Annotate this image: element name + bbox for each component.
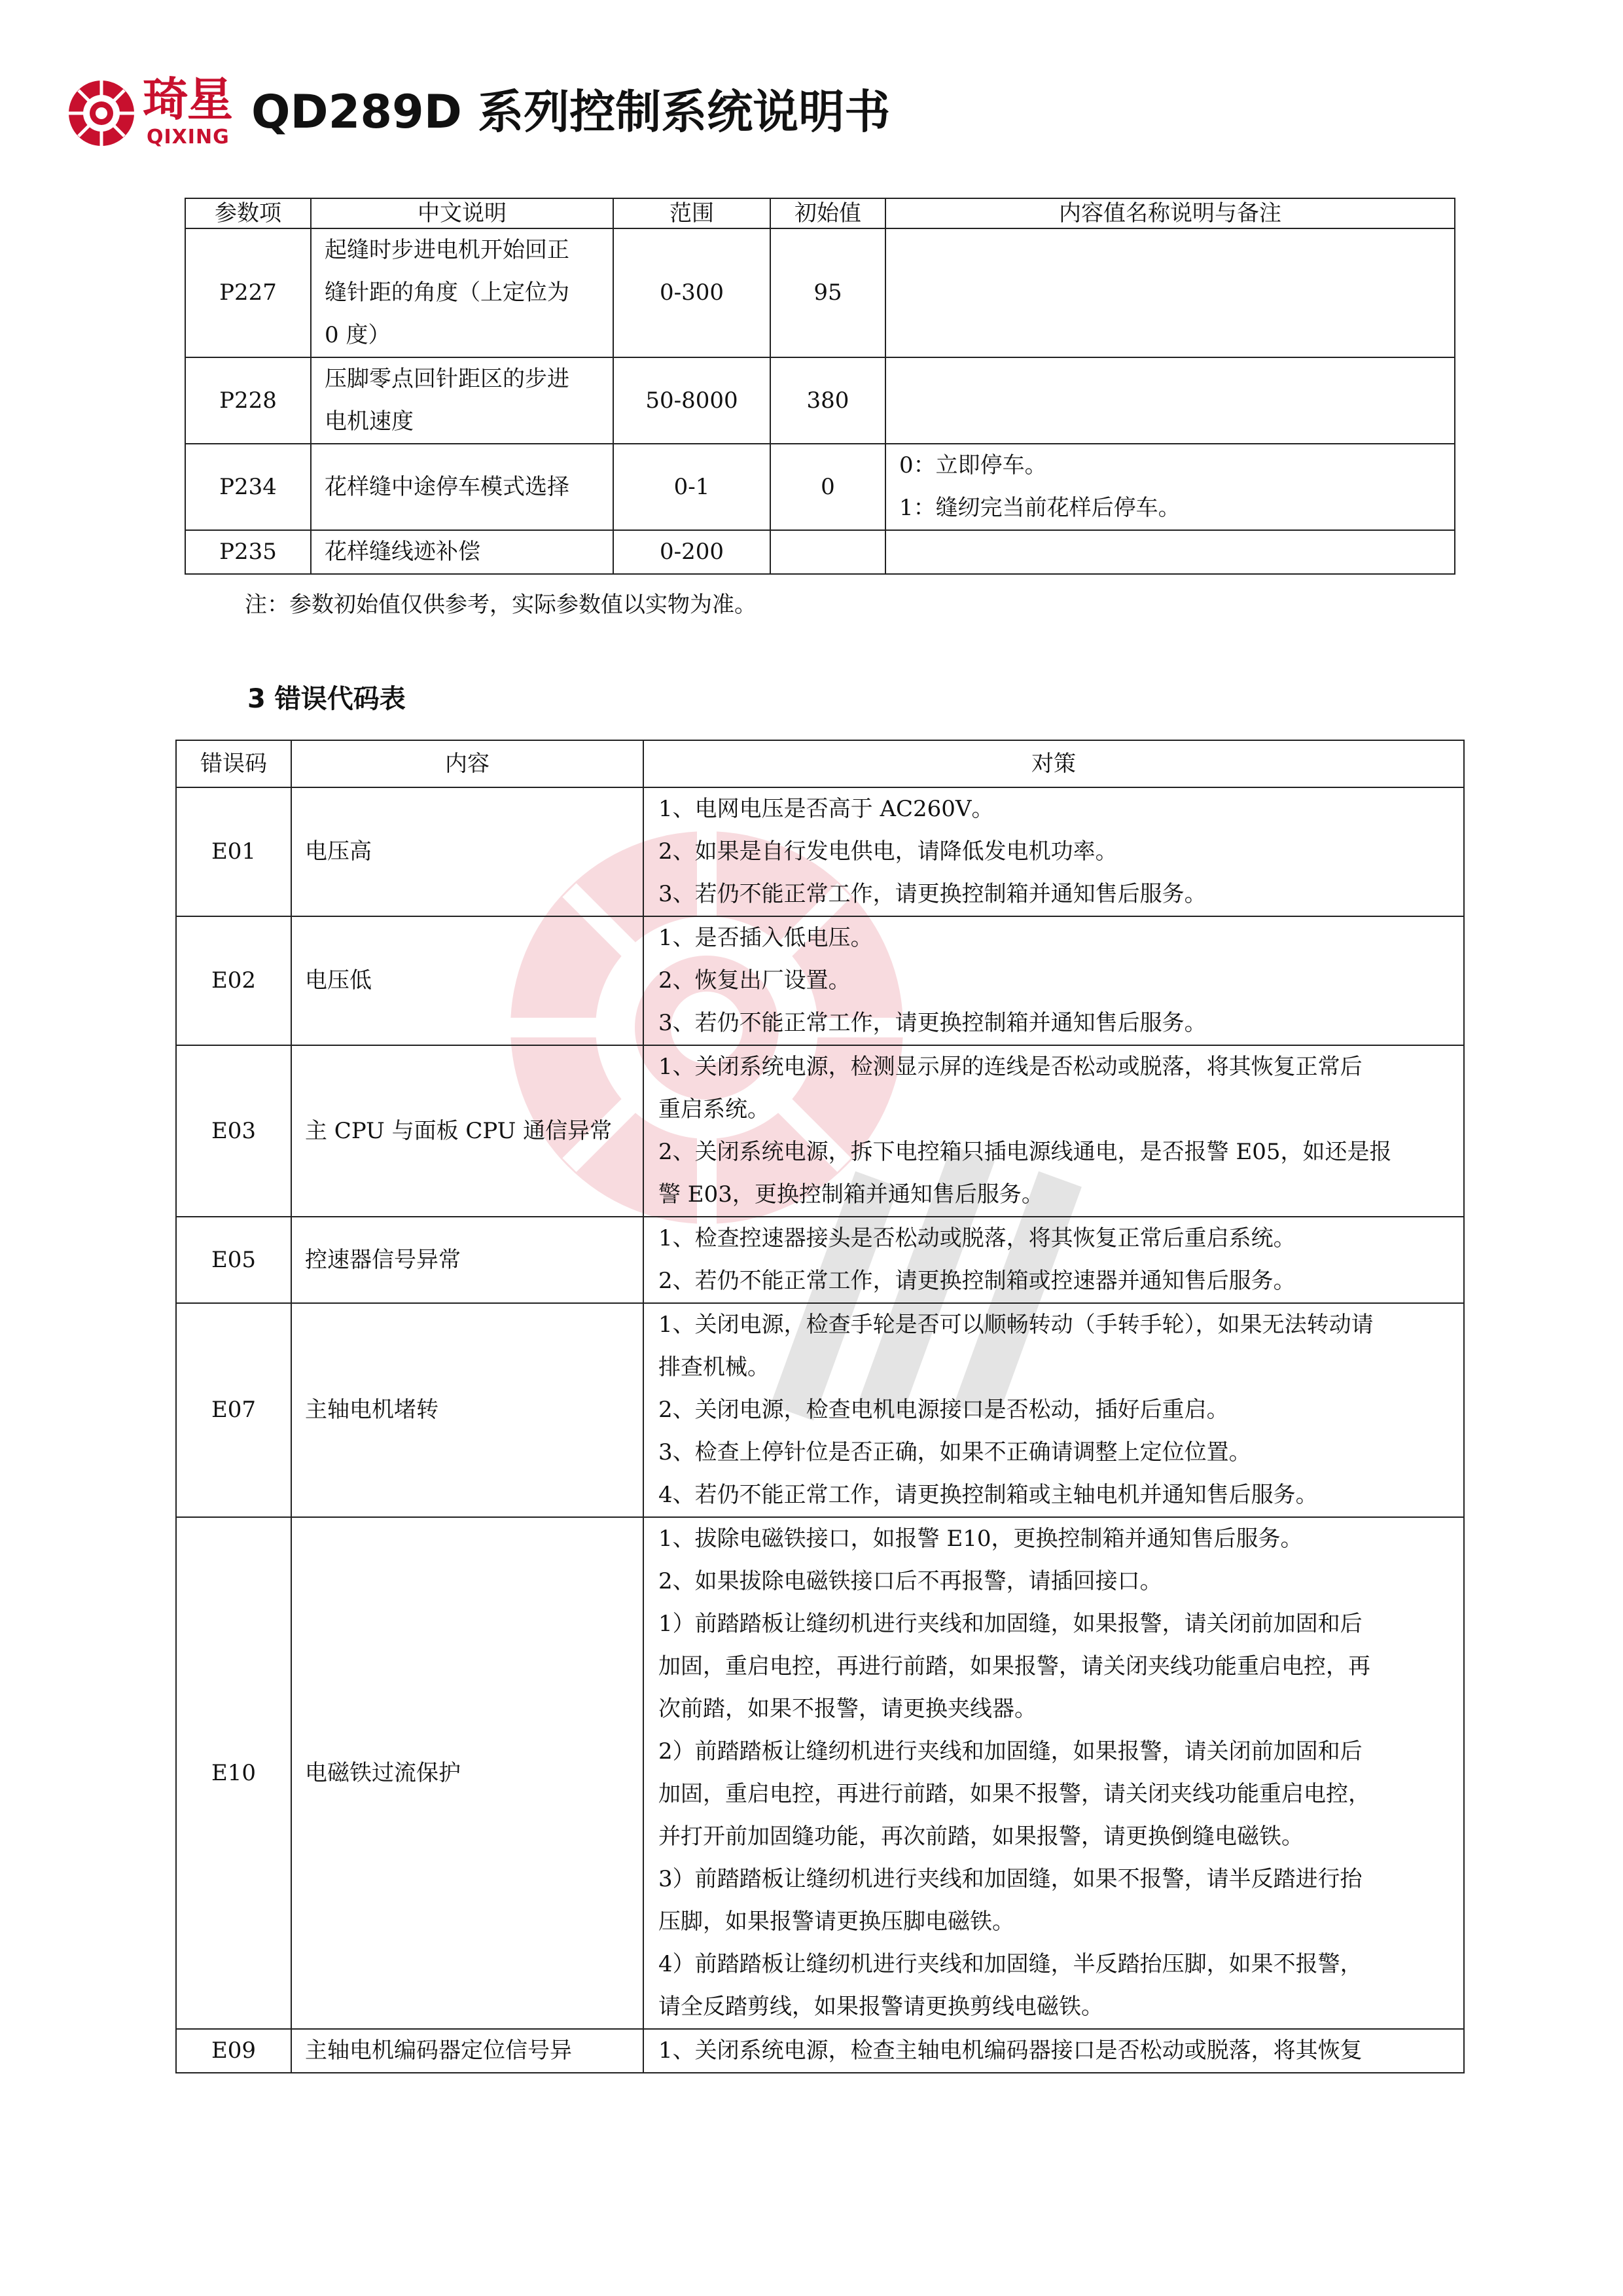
brand-name-en: QIXING [147,126,230,149]
error-code-cell: E07 [176,1303,291,1517]
error-actions-cell [643,916,1464,1045]
error-code-cell: E10 [176,1517,291,2029]
error-code-table [175,740,1465,2073]
document-title: QD289D 系列控制系统说明书 [251,85,891,139]
text-line: 2、如果拔除电磁铁接口后不再报警，请插回接口。 [658,1568,1162,1594]
text-line: 1、是否插入低电压。 [658,925,873,951]
param-note-cell [885,357,1455,444]
error-actions-cell [643,2029,1464,2073]
text-line: 花样缝线迹补偿 [325,539,480,565]
text-line: 压脚，如果报警请更换压脚电磁铁。 [658,1909,1014,1935]
error-content-cell: 电磁铁过流保护 [291,1517,643,2029]
param-note-cell [885,530,1455,574]
param-range-cell: 50-8000 [613,357,770,444]
text-line: 花样缝中途停车模式选择 [325,473,569,500]
text-line: 2、关闭系统电源，拆下电控箱只插电源线通电，是否报警 E05，如还是报 [658,1139,1392,1165]
text-line: 0：立即停车。 [899,452,1047,478]
header-content: 内容 [291,740,643,787]
text-line: 1、检查控速器接头是否松动或脱落，将其恢复正常后重启系统。 [658,1225,1296,1251]
header-init: 初始值 [770,198,885,228]
header-error-code: 错误码 [176,740,291,787]
text-line: 2、恢复出厂设置。 [658,967,851,994]
param-desc-cell [311,228,613,357]
param-range-cell: 0-1 [613,444,770,530]
text-line: 4）前踏踏板让缝纫机进行夹线和加固缝，半反踏抬压脚，如果不报警， [658,1951,1363,1977]
qixing-logo-icon [65,77,137,149]
table-row [185,357,1455,444]
text-line: 次前踏，如果不报警，请更换夹线器。 [658,1696,1037,1722]
error-actions-cell [643,1217,1464,1303]
param-code-cell: P227 [185,228,311,357]
error-content-cell: 主轴电机编码器定位信号异 [291,2029,643,2073]
header-desc: 中文说明 [311,198,613,228]
table-row [185,228,1455,357]
param-note-cell [885,444,1455,530]
error-actions-cell [643,1045,1464,1217]
text-line: 1：缝纫完当前花样后停车。 [899,495,1181,521]
param-desc-cell [311,530,613,574]
table-row [176,1303,1464,1517]
error-code-cell: E02 [176,916,291,1045]
text-line: 重启系统。 [658,1096,770,1122]
param-init-cell: 95 [770,228,885,357]
text-line: 压脚零点回针距区的步进 [325,366,569,392]
text-line: 1、电网电压是否高于 AC260V。 [658,796,994,822]
text-line: 并打开前加固缝功能，再次前踏，如果报警，请更换倒缝电磁铁。 [658,1823,1304,1850]
page-header [65,72,1558,151]
header-param: 参数项 [185,198,311,228]
error-content-cell: 主 CPU 与面板 CPU 通信异常 [291,1045,643,1217]
param-desc-cell [311,444,613,530]
text-line: 排查机械。 [658,1354,770,1380]
error-content-cell: 电压高 [291,787,643,916]
text-line: 3、若仍不能正常工作，请更换控制箱并通知售后服务。 [658,1010,1207,1036]
text-line: 3、检查上停针位是否正确，如果不正确请调整上定位位置。 [658,1439,1251,1465]
header-range: 范围 [613,198,770,228]
param-code-cell: P234 [185,444,311,530]
text-line: 2）前踏踏板让缝纫机进行夹线和加固缝，如果报警，请关闭前加固和后 [658,1738,1363,1765]
table-row [176,787,1464,916]
error-actions-cell [643,787,1464,916]
brand-name-cn: 琦星 [143,73,232,126]
table-row [176,916,1464,1045]
param-code-cell: P235 [185,530,311,574]
error-content-cell: 控速器信号异常 [291,1217,643,1303]
text-line: 3、若仍不能正常工作，请更换控制箱并通知售后服务。 [658,881,1207,907]
text-line: 0 度） [325,322,391,348]
error-actions-cell [643,1303,1464,1517]
table-row [176,1217,1464,1303]
text-line: 请全反踏剪线，如果报警请更换剪线电磁铁。 [658,1994,1103,2020]
parameter-note: 注：参数初始值仅供参考，实际参数值以实物为准。 [245,592,757,618]
param-init-cell: 380 [770,357,885,444]
param-note-cell [885,228,1455,357]
param-init-cell: 0 [770,444,885,530]
error-code-cell: E03 [176,1045,291,1217]
table-row [176,2029,1464,2073]
header-actions: 对策 [643,740,1464,787]
text-line: 1）前踏踏板让缝纫机进行夹线和加固缝，如果报警，请关闭前加固和后 [658,1611,1363,1637]
error-code-cell: E05 [176,1217,291,1303]
text-line: 2、关闭电源，检查电机电源接口是否松动，插好后重启。 [658,1397,1229,1423]
text-line: 警 E03，更换控制箱并通知售后服务。 [658,1181,1044,1208]
text-line: 缝针距的角度（上定位为 [325,279,569,306]
error-code-cell: E09 [176,2029,291,2073]
error-actions-cell [643,1517,1464,2029]
table-row [185,530,1455,574]
table-row [176,1517,1464,2029]
param-range-cell: 0-300 [613,228,770,357]
param-init-cell [770,530,885,574]
text-line: 2、如果是自行发电供电，请降低发电机功率。 [658,838,1118,865]
text-line: 2、若仍不能正常工作，请更换控制箱或控速器并通知售后服务。 [658,1268,1296,1294]
text-line: 加固，重启电控，再进行前踏，如果报警，请关闭夹线功能重启电控，再 [658,1653,1370,1679]
text-line: 1、关闭电源，检查手轮是否可以顺畅转动（手转手轮），如果无法转动请 [658,1312,1374,1338]
error-content-cell: 主轴电机堵转 [291,1303,643,1517]
text-line: 1、拔除电磁铁接口，如报警 E10，更换控制箱并通知售后服务。 [658,1526,1303,1552]
table-row [185,444,1455,530]
text-line: 1、关闭系统电源，检测显示屏的连线是否松动或脱落，将其恢复正常后 [658,1054,1363,1080]
section-title: 3 错误代码表 [247,684,406,714]
text-line: 起缝时步进电机开始回正 [325,237,569,263]
text-line: 4、若仍不能正常工作，请更换控制箱或主轴电机并通知售后服务。 [658,1482,1318,1508]
parameter-table [185,198,1455,575]
param-range-cell: 0-200 [613,530,770,574]
header-note: 内容值名称说明与备注 [885,198,1455,228]
text-line: 3）前踏踏板让缝纫机进行夹线和加固缝，如果不报警，请半反踏进行抬 [658,1866,1363,1892]
table-header-row [176,740,1464,787]
param-code-cell: P228 [185,357,311,444]
text-line: 1、关闭系统电源，检查主轴电机编码器接口是否松动或脱落，将其恢复 [658,2037,1363,2064]
error-content-cell: 电压低 [291,916,643,1045]
table-row [176,1045,1464,1217]
param-desc-cell [311,357,613,444]
error-code-cell: E01 [176,787,291,916]
table-header-row [185,198,1455,228]
text-line: 加固，重启电控，再进行前踏，如果不报警，请关闭夹线功能重启电控， [658,1781,1370,1807]
text-line: 电机速度 [325,408,414,435]
